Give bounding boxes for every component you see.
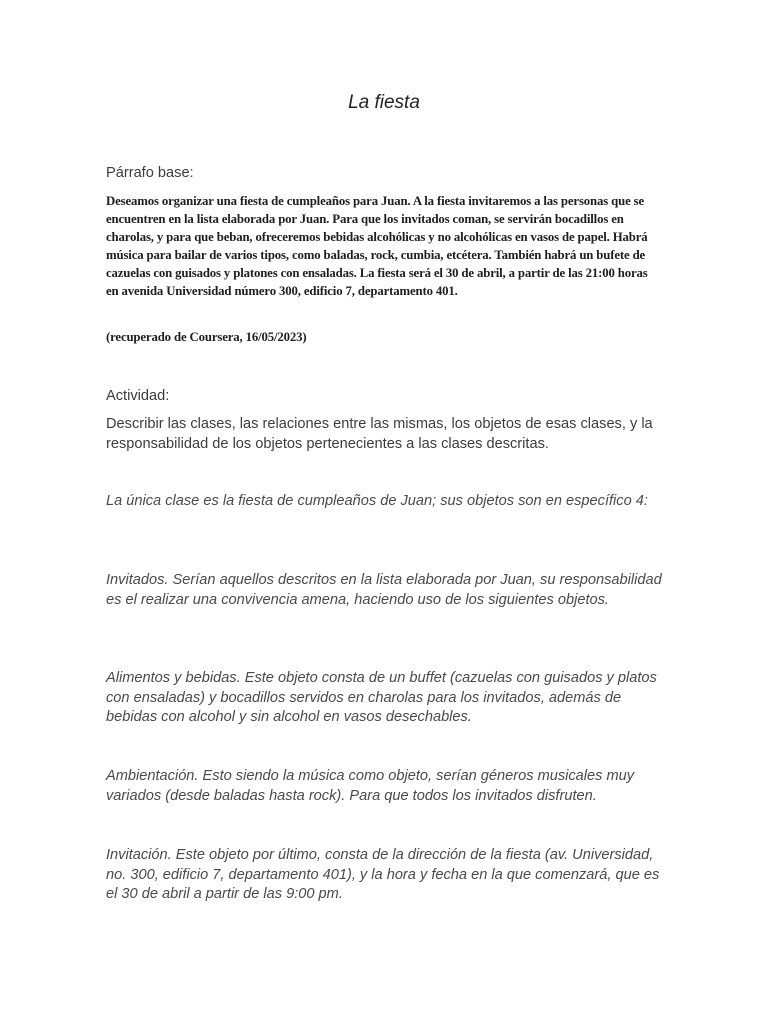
answer-ambience: Ambientación. Esto siendo la música como objeto, serían géneros musicales muy variados (desde baladas hasta rock). Para que todos los invitados disfruten.	[106, 768, 635, 804]
source-citation: (recuperado de Coursera, 16/05/2023)	[106, 330, 307, 344]
document-title: La fiesta	[348, 92, 420, 113]
activity-label: Actividad:	[106, 388, 170, 404]
answer-class-intro: La única clase es la fiesta de cumpleaños de Juan; sus objetos son en específico 4:	[106, 493, 648, 509]
answer-guests: Invitados. Serían aquellos descritos en la lista elaborada por Juan, su responsabilidad es el realizar una convivencia amena, haciendo uso de los siguientes objetos.	[106, 572, 662, 608]
base-paragraph-label: Párrafo base:	[106, 165, 194, 181]
answer-invitation: Invitación. Este objeto por último, consta de la dirección de la fiesta (av. Universidad, no. 300, edificio 7, departamento 401), y la hora y fecha en la que comenzará, que es el 30 de abril a partir de las 9:00 pm.	[106, 847, 660, 902]
activity-instructions: Describir las clases, las relaciones entre las mismas, los objetos de esas clases, y la responsabilidad de los objetos pertenecientes a las clases descritas.	[106, 416, 653, 452]
answer-food-drinks: Alimentos y bebidas. Este objeto consta de un buffet (cazuelas con guisados y platos con ensaladas) y bocadillos servidos en charolas para los invitados, además de bebidas con alcohol y sin alcohol en vasos desechables.	[106, 670, 657, 725]
base-paragraph: Deseamos organizar una fiesta de cumpleaños para Juan. A la fiesta invitaremos a las personas que se encuentren en la lista elaborada por Juan. Para que los invitados coman, se servirán bocadillos en charolas, y para que beban, ofreceremos bebidas alcohólicas y no alcohólicas en vasos de papel. Habrá música para bailar de varios tipos, como baladas, rock, cumbia, etcétera. También habrá un bufete de cazuelas con guisados y platones con ensaladas. La fiesta será el 30 de abril, a partir de las 21:00 horas en avenida Universidad número 300, edificio 7, departamento 401.	[106, 194, 648, 298]
